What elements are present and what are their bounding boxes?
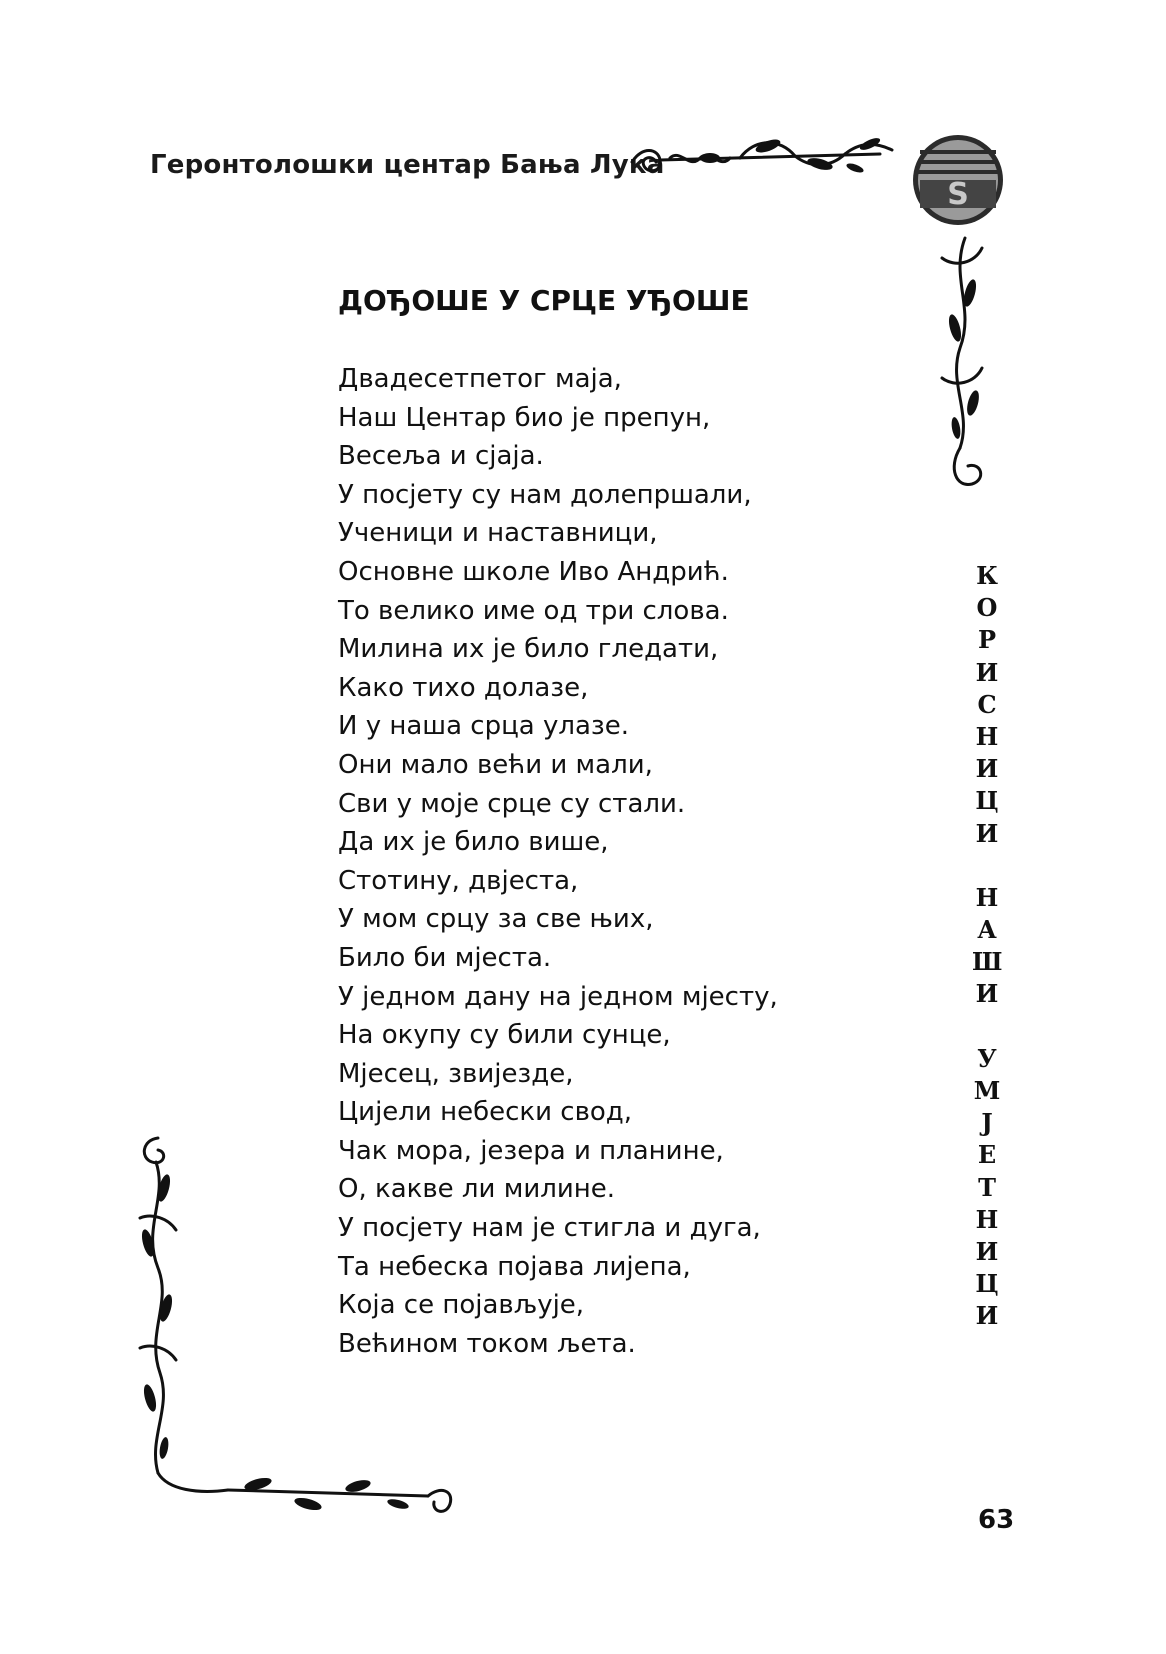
- logo-icon: [913, 135, 1003, 225]
- vertical-letter: Т: [978, 1172, 996, 1202]
- vertical-letter: Р: [977, 625, 997, 655]
- vertical-letter: [972, 850, 1002, 882]
- vertical-letter: И: [975, 754, 999, 784]
- poem-line: Како тихо долазе,: [338, 672, 589, 703]
- poem-line: Основне школе Иво Андрић.: [338, 556, 729, 587]
- poem-title: ДОЂОШЕ У СРЦЕ УЂОШЕ: [338, 284, 750, 317]
- poem-line: У мом срцу за све њих,: [338, 904, 654, 935]
- vertical-letter: И: [975, 818, 999, 848]
- poem-line: Цијели небески свод,: [338, 1097, 633, 1128]
- poem-line: Наш Центар био је препун,: [338, 402, 711, 433]
- poem-line: Ученици и наставници,: [338, 518, 658, 549]
- poem-line: На окупу су били сунце,: [338, 1020, 671, 1051]
- vertical-sidebar-text: [972, 560, 1002, 1333]
- vertical-letter: Ј: [981, 1108, 993, 1138]
- vertical-letter: Н: [975, 721, 999, 751]
- svg-text:S: S: [947, 177, 969, 212]
- poem-line: Двадесетпетог маја,: [338, 364, 622, 394]
- vertical-letter: Ц: [975, 786, 999, 816]
- vertical-letter: М: [973, 1076, 1001, 1105]
- poem-line: Која се појављује,: [338, 1290, 585, 1321]
- poem-line: У посјету су нам долепршали,: [338, 479, 752, 510]
- vertical-letter: Е: [977, 1140, 997, 1170]
- page-number: 63: [978, 1505, 1015, 1535]
- vertical-letter: И: [975, 979, 999, 1009]
- running-header: Геронтолошки центар Бања Лука: [150, 150, 665, 180]
- poem-line: Весеља и сјаја.: [338, 441, 544, 472]
- vertical-letter: К: [976, 561, 998, 590]
- vertical-letter: Ц: [975, 1269, 999, 1299]
- poem-line: Сви у моје срце су стали.: [338, 788, 686, 819]
- poem-line: Стотину, двјеста,: [338, 865, 579, 896]
- vertical-letter: Н: [975, 882, 999, 912]
- vertical-letter: У: [977, 1043, 997, 1073]
- poem-body: [338, 360, 778, 1363]
- poem-line: Милина их је било гледати,: [338, 634, 719, 665]
- vertical-letter: Н: [975, 1204, 999, 1234]
- poem-line: У једном дану на једном мјесту,: [338, 981, 778, 1012]
- poem-line: Они мало већи и мали,: [338, 749, 653, 780]
- poem-line: Та небеска појава лијепа,: [338, 1251, 691, 1282]
- poem-line: То велико име од три слова.: [338, 595, 729, 626]
- poem-line: Већином током љета.: [338, 1328, 636, 1359]
- vertical-letter: А: [977, 915, 997, 945]
- poem-line: Чак мора, језера и планине,: [338, 1135, 724, 1166]
- vertical-letter: С: [977, 689, 997, 719]
- vertical-letter: Ш: [972, 947, 1003, 977]
- poem-line: Да их је било више,: [338, 827, 609, 858]
- vertical-letter: [972, 1011, 1002, 1043]
- poem-line: О, какве ли милине.: [338, 1174, 615, 1205]
- poem-line: И у наша срца улазе.: [338, 711, 630, 742]
- vertical-letter: И: [975, 1301, 999, 1331]
- poem-line: Било би мјеста.: [338, 942, 552, 973]
- vertical-letter: О: [976, 593, 998, 623]
- vertical-letter: И: [975, 1236, 999, 1266]
- poem-line: У посјету нам је стигла и дуга,: [338, 1213, 761, 1244]
- poem-line: Мјесец, звијезде,: [338, 1058, 574, 1089]
- vertical-letter: И: [975, 657, 999, 687]
